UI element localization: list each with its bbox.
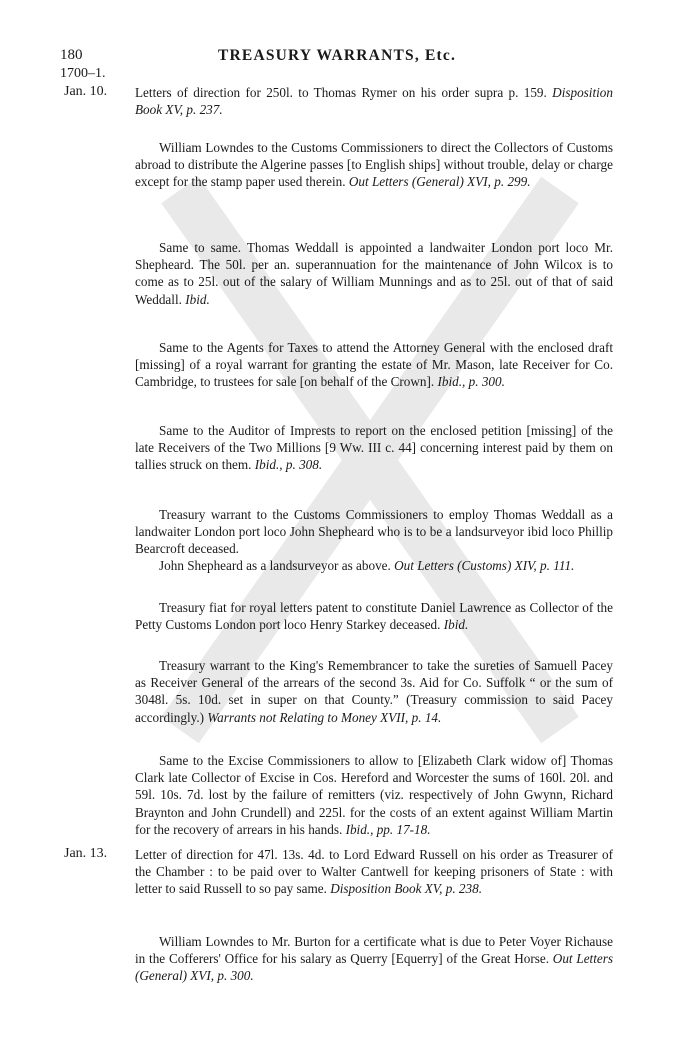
entry: Treasury warrant to the Customs Commissioners to employ Thomas Weddall as a landwaiter London port loco John Shepheard who is to be a landsurveyor ibid loco Phillip Bearcroft deceased. [135, 507, 613, 557]
entry: Same to the Agents for Taxes to attend the Attorney General with the enclosed draft [missing] of a royal warrant for granting the estate of Mr. Mason, late Receiver for Co. Cambridge, to trustees for sale [on behalf of the Crown]. Ibid., p. 300. [135, 340, 613, 390]
entry: Same to the Auditor of Imprests to report on the enclosed petition [missing] of the late Receivers of the Two Millions [9 Ww. III c. 44] concerning interest paid by them on tallies struck on them. Ibid., p. 308. [135, 423, 613, 473]
entry: William Lowndes to Mr. Burton for a certificate what is due to Peter Voyer Richause in the Cofferers' Office for his salary as Querry [Equerry] of the Great Horse. Out Letters (General) XVI, p. 300. [135, 934, 613, 984]
running-title: TREASURY WARRANTS, Etc. [217, 47, 457, 64]
margin-date: Jan. 13. [64, 846, 108, 861]
entry: Same to same. Thomas Weddall is appointed a landwaiter London port loco Mr. Shepheard. The 50l. per an. superannuation for the maintenance of John Wilcox is to come as to 25l. out of the salary of William Munnings and as to 25l. out of that of said Weddall. Ibid. [135, 240, 613, 307]
entry: Treasury fiat for royal letters patent to constitute Daniel Lawrence as Collector of the Petty Customs London port loco Henry Starkey deceased. Ibid. [135, 600, 613, 633]
entry: Treasury warrant to the King's Remembrancer to take the sureties of Samuell Pacey as Receiver General of the arrears of the second 3s. Aid for Co. Suffolk “ or the sum of 3048l. 5s. 10d. set in super on that County.” (Treasury commission to said Pacey accordingly.) Warrants not Relating to Money XVII, p. 14. [135, 658, 613, 725]
margin-year: 1700–1. [60, 66, 106, 81]
entry: John Shepheard as a landsurveyor as above. Out Letters (Customs) XIV, p. 111. [159, 558, 575, 573]
entry: Same to the Excise Commissioners to allow to [Elizabeth Clark widow of] Thomas Clark late Collector of Excise in Cos. Hereford and Worcester the sums of 160l. 20l. and 59l. 10s. 7d. lost by the failure of remitters (viz. respectively of John Gwynn, Richard Braynton and John Crundell) and 225l. for the costs of an extent against William Martin for the recovery of arrears in his hands. Ibid., pp. 17-18. [135, 753, 613, 837]
margin-date: Jan. 10. [64, 84, 108, 99]
page-header [60, 47, 614, 69]
entry: Letter of direction for 47l. 13s. 4d. to Lord Edward Russell on his order as Treasurer of the Chamber : to be paid over to Walter Cantwell for keeping prisoners of State : with letter to said Russell to so pay same. Disposition Book XV, p. 238. [135, 847, 613, 897]
page-number: 180 [60, 47, 83, 63]
entry: Letters of direction for 250l. to Thomas Rymer on his order supra p. 159. Disposition Book XV, p. 237. [135, 85, 613, 118]
entry: William Lowndes to the Customs Commissioners to direct the Collectors of Customs abroad to distribute the Algerine passes [to English ships] without trouble, delay or charge except for the stamp paper used therein. Out Letters (General) XVI, p. 299. [135, 140, 613, 190]
